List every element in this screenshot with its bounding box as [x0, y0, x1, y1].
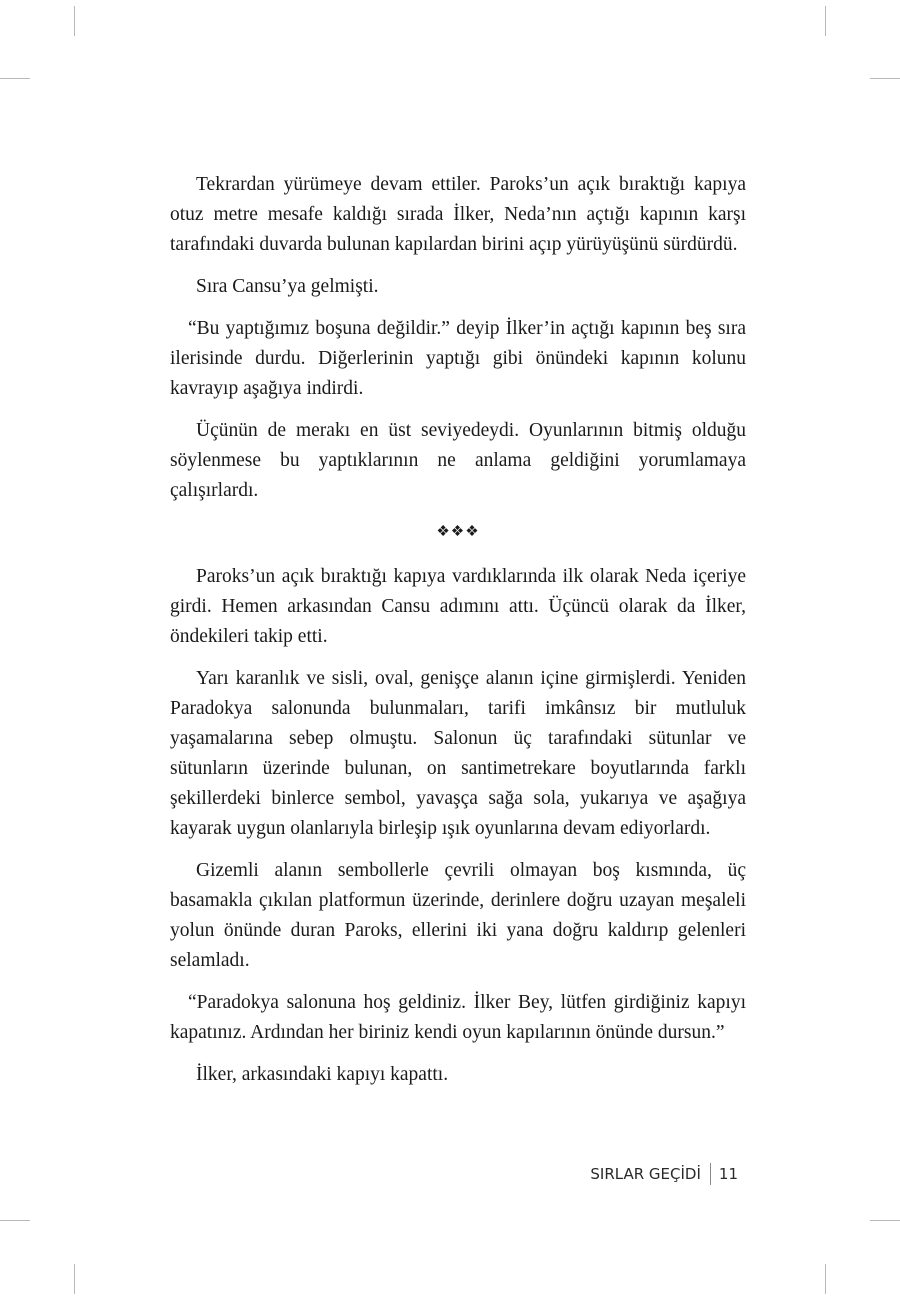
page-number: 11	[718, 1165, 738, 1183]
paragraph: Gizemli alanın sembollerle çevrili olmayan boş kısmında, üç basamakla çıkılan platformun üzerinde, derinlere doğru uzayan meşaleli yolun önünde duran Paroks, ellerini iki yana doğru kaldırıp gelenleri selamladı.	[170, 860, 746, 971]
crop-mark-top-right	[825, 6, 826, 36]
running-title: SIRLAR GEÇİDİ	[590, 1165, 701, 1183]
paragraph: Tekrardan yürümeye devam ettiler. Paroks’un açık bıraktığı kapıya otuz metre mesafe kaldığı sırada İlker, Neda’nın açtığı kapının karşı tarafındaki duvarda bulunan kapılardan birini açıp yürüyüşünü sürdürdü.	[170, 174, 746, 255]
crop-mark-right-upper	[870, 78, 900, 79]
section-break-ornament: ❖❖❖	[436, 524, 480, 540]
paragraph-dialogue: “Paradokya salonuna hoş geldiniz. İlker Bey, lütfen girdiğiniz kapıyı kapatınız. Ardından her biriniz kendi oyun kapılarının önünde dursun.”	[170, 992, 746, 1043]
page-footer	[590, 1163, 738, 1185]
paragraph: Paroks’un açık bıraktığı kapıya vardıklarında ilk olarak Neda içeriye girdi. Hemen arkasından Cansu adımını attı. Üçüncü olarak da İlker, öndekileri takip etti.	[170, 566, 746, 647]
crop-mark-right-lower	[870, 1220, 900, 1221]
crop-mark-bottom-right	[825, 1264, 826, 1294]
paragraph: Üçünün de merakı en üst seviyedeydi. Oyunlarının bitmiş olduğu söylenmese bu yaptıklarının ne anlama geldiğini yorumlamaya çalışırlardı.	[170, 420, 746, 501]
paragraph: Sıra Cansu’ya gelmişti.	[196, 276, 379, 297]
paragraph: İlker, arkasındaki kapıyı kapattı.	[196, 1064, 449, 1085]
crop-mark-left-upper	[0, 78, 30, 79]
crop-mark-bottom-left	[74, 1264, 75, 1294]
crop-mark-left-lower	[0, 1220, 30, 1221]
footer-divider	[710, 1163, 711, 1185]
paragraph-dialogue: “Bu yaptığımız boşuna değildir.” deyip İlker’in açtığı kapının beş sıra ilerisinde durdu. Diğerlerinin yaptığı gibi önündeki kapının kolunu kavrayıp aşağıya indirdi.	[170, 318, 746, 399]
page-body	[170, 170, 746, 1102]
paragraph: Yarı karanlık ve sisli, oval, genişçe alanın içine girmişlerdi. Yeniden Paradokya salonunda bulunmaları, tarifi imkânsız bir mutluluk yaşamalarına sebep olmuştu. Salonun üç tarafındaki sütunlar ve sütunların üzerinde bulunan, on santimetrekare boyutlarında farklı şekillerdeki binlerce sembol, yavaşça sağa sola, yukarıya ve aşağıya kayarak uygun olanlarıyla birleşip ışık oyunlarına devam ediyorlardı.	[170, 668, 746, 839]
crop-mark-top-left	[74, 6, 75, 36]
